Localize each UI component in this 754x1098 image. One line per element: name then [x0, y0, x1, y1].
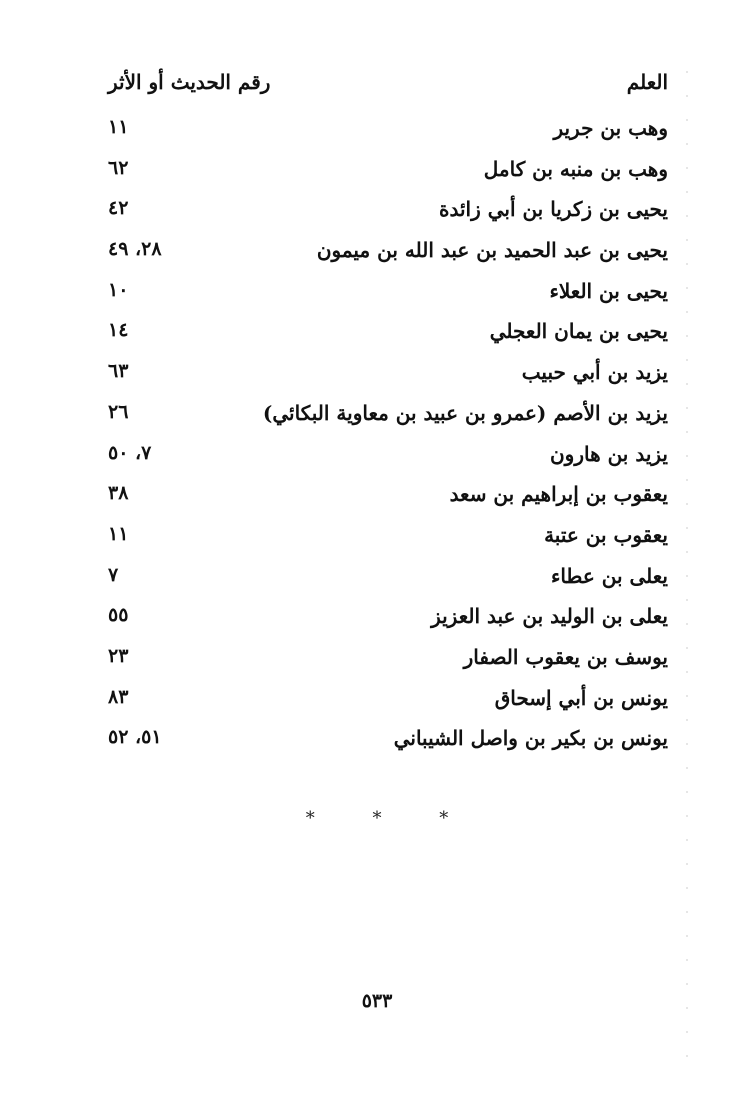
entry-reference: ٢٦	[108, 400, 129, 423]
index-row	[108, 515, 668, 556]
index-row	[108, 556, 668, 597]
index-row	[108, 718, 668, 759]
entry-reference: ٢٣	[108, 644, 129, 667]
index-row	[108, 596, 668, 637]
entry-name: يحيى بن زكريا بن أبي زائدة	[438, 197, 668, 222]
page-number: ٥٣٣	[361, 990, 393, 1012]
entry-name: وهب بن جرير	[553, 116, 668, 140]
index-row	[108, 352, 668, 393]
index-row	[108, 434, 668, 475]
entry-name: يحيى بن يمان العجلي	[489, 319, 668, 344]
entry-reference: ١٠	[108, 278, 129, 301]
entry-name: يعقوب بن عتبة	[544, 522, 668, 547]
entry-reference: ٧، ٥٠	[108, 441, 152, 464]
entry-name: وهب بن منبه بن كامل	[483, 156, 668, 181]
section-separator: * * *	[305, 808, 475, 829]
index-row	[108, 474, 668, 515]
entry-name: يعقوب بن إبراهيم بن سعد	[449, 482, 668, 507]
entry-name: يزيد بن أبي حبيب	[521, 360, 668, 385]
entry-name: يونس بن بكير بن واصل الشيباني	[393, 726, 668, 751]
column-header-name: العلم	[626, 70, 668, 94]
entry-name: يحيى بن العلاء	[549, 278, 668, 303]
table-header	[108, 70, 668, 104]
entry-reference: ١٤	[108, 319, 129, 342]
index-list	[108, 108, 668, 759]
scan-edge-artifact	[686, 60, 688, 1060]
column-header-reference: رقم الحديث أو الأثر	[108, 70, 271, 94]
index-row	[108, 271, 668, 312]
index-row	[108, 189, 668, 230]
index-row	[108, 108, 668, 149]
index-row	[108, 149, 668, 190]
entry-reference: ٣٨	[108, 482, 129, 505]
entry-reference: ١١	[108, 522, 129, 545]
entry-name: يعلى بن الوليد بن عبد العزيز	[431, 604, 668, 629]
entry-name: يونس بن أبي إسحاق	[494, 685, 668, 710]
entry-reference: ٤٢	[108, 197, 129, 220]
index-row	[108, 678, 668, 719]
index-row	[108, 311, 668, 352]
entry-reference: ٢٨، ٤٩	[108, 238, 162, 261]
entry-name: يوسف بن يعقوب الصفار	[463, 644, 668, 669]
entry-name: يزيد بن الأصم (عمرو بن عبيد بن معاوية البكائي)	[262, 400, 668, 425]
entry-reference: ٥٥	[108, 604, 129, 627]
entry-reference: ١١	[108, 116, 129, 138]
entry-name: يحيى بن عبد الحميد بن عبد الله بن ميمون	[316, 238, 668, 263]
entry-reference: ٦٢	[108, 156, 129, 179]
index-row	[108, 637, 668, 678]
entry-name: يزيد بن هارون	[549, 441, 668, 466]
index-row	[108, 230, 668, 271]
entry-name: يعلى بن عطاء	[550, 563, 668, 588]
entry-reference: ٥١، ٥٢	[108, 726, 162, 749]
entry-reference: ٦٣	[108, 360, 129, 383]
entry-reference: ٧	[108, 563, 119, 586]
index-row	[108, 393, 668, 434]
entry-reference: ٨٣	[108, 685, 129, 708]
